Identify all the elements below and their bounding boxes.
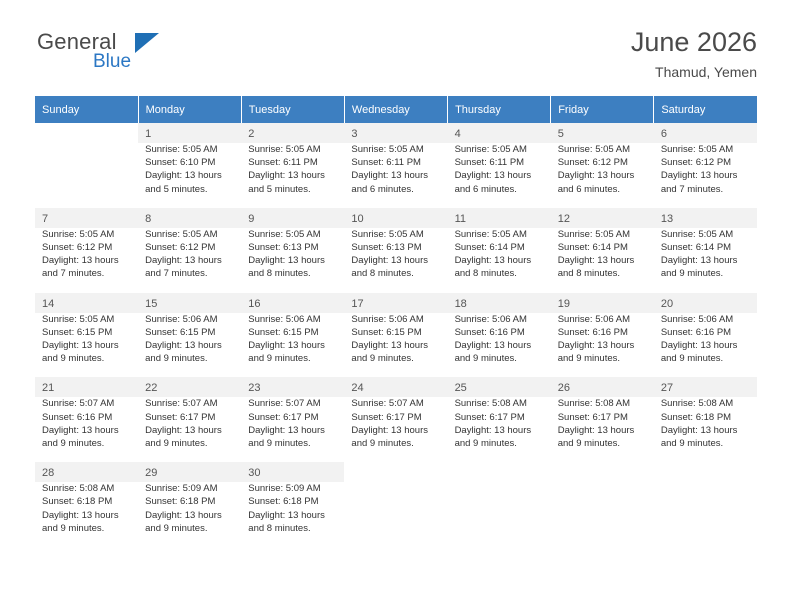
day-details <box>138 397 241 454</box>
day-details <box>241 313 344 370</box>
day-detail-line: Sunset: 6:17 PM <box>248 411 319 423</box>
day-detail-line: Sunrise: 5:05 AM <box>42 228 115 240</box>
day-detail-line: Daylight: 13 hours <box>145 255 222 267</box>
week-spacer-row <box>35 370 757 378</box>
day-number: 10 <box>351 212 364 225</box>
day-number: 6 <box>660 128 667 140</box>
day-number: 28 <box>42 467 55 480</box>
day-detail-line: Daylight: 13 hours <box>454 424 532 436</box>
day-detail-line: Sunset: 6:14 PM <box>557 242 628 254</box>
day-detail-line: Daylight: 13 hours <box>351 170 428 182</box>
logo[interactable] <box>37 30 277 72</box>
day-detail-line: and 9 minutes. <box>248 438 311 450</box>
day-number: 23 <box>248 382 261 395</box>
day-details <box>448 143 551 200</box>
day-detail-line: Sunset: 6:15 PM <box>248 326 319 338</box>
day-detail-line: Sunrise: 5:06 AM <box>145 313 218 325</box>
day-detail-line: Sunrise: 5:05 AM <box>660 144 734 155</box>
day-detail-line: and 9 minutes. <box>454 438 517 450</box>
day-number: 19 <box>557 297 570 310</box>
weekday-thursday: Thursday <box>448 96 551 123</box>
day-detail-line: and 7 minutes. <box>42 268 105 280</box>
day-detail-line: and 5 minutes. <box>145 183 208 195</box>
day-detail-line: Daylight: 13 hours <box>660 255 738 267</box>
day-detail-line: Sunset: 6:15 PM <box>351 326 422 338</box>
day-number: 18 <box>454 297 467 310</box>
day-detail-line: Daylight: 13 hours <box>248 170 325 182</box>
day-detail-line: Sunrise: 5:05 AM <box>145 144 218 155</box>
day-detail-line: Sunset: 6:11 PM <box>454 157 525 169</box>
day-detail-line: Sunrise: 5:07 AM <box>42 398 115 410</box>
day-detail-line: Sunrise: 5:05 AM <box>351 228 424 240</box>
day-detail-line: and 8 minutes. <box>248 522 311 534</box>
weekday-saturday: Saturday <box>654 96 757 123</box>
calendar-day-cell[interactable] <box>241 123 344 200</box>
day-detail-line: Sunset: 6:17 PM <box>351 411 422 423</box>
day-details <box>654 228 757 285</box>
day-detail-line: Sunset: 6:18 PM <box>248 496 319 508</box>
calendar-day-cell[interactable] <box>35 462 138 539</box>
day-detail-line: Sunset: 6:18 PM <box>42 496 113 508</box>
day-detail-line: Daylight: 13 hours <box>42 424 119 436</box>
calendar-week-row <box>35 377 757 454</box>
day-number: 22 <box>145 382 158 395</box>
calendar-day-cell[interactable] <box>138 293 241 370</box>
day-detail-line: Daylight: 13 hours <box>660 170 738 182</box>
day-detail-line: Sunset: 6:16 PM <box>42 411 113 423</box>
day-details <box>241 143 344 200</box>
day-detail-line: Sunrise: 5:07 AM <box>351 398 424 410</box>
day-details <box>344 228 447 285</box>
day-detail-line: Daylight: 13 hours <box>248 424 325 436</box>
calendar-day-cell[interactable] <box>241 462 344 539</box>
day-detail-line: Sunset: 6:12 PM <box>660 157 732 169</box>
day-detail-line: Daylight: 13 hours <box>145 509 222 521</box>
page-title: June 2026 <box>630 27 757 57</box>
weekday-tuesday: Tuesday <box>241 96 344 123</box>
day-detail-line: Sunrise: 5:05 AM <box>557 228 631 240</box>
day-detail-line: Sunrise: 5:06 AM <box>454 313 527 325</box>
logo-text-general: General <box>37 29 117 54</box>
day-number: 30 <box>248 467 261 480</box>
day-detail-line: Daylight: 13 hours <box>351 255 428 267</box>
day-number: 12 <box>557 212 570 225</box>
day-number: 1 <box>145 128 152 140</box>
day-detail-line: Sunrise: 5:08 AM <box>454 398 527 410</box>
day-detail-line: Sunset: 6:11 PM <box>248 157 318 169</box>
day-detail-line: Daylight: 13 hours <box>557 255 635 267</box>
day-detail-line: Daylight: 13 hours <box>454 170 532 182</box>
week-spacer <box>35 285 757 293</box>
day-detail-line: Sunset: 6:12 PM <box>557 157 628 169</box>
weekday-friday: Friday <box>551 96 654 123</box>
day-number: 26 <box>557 382 570 395</box>
day-details <box>344 313 447 370</box>
calendar-table <box>35 96 757 540</box>
day-detail-line: Sunrise: 5:05 AM <box>42 313 115 325</box>
day-details <box>551 313 654 370</box>
day-details <box>138 143 241 200</box>
day-number: 25 <box>454 382 467 395</box>
calendar-day-cell[interactable] <box>654 208 757 285</box>
day-detail-line: Daylight: 13 hours <box>660 424 738 436</box>
day-number: 8 <box>145 212 152 225</box>
day-detail-line: Sunset: 6:12 PM <box>145 242 216 254</box>
calendar-day-cell[interactable] <box>551 208 654 285</box>
calendar-body <box>35 123 757 540</box>
calendar-day-cell[interactable] <box>138 208 241 285</box>
calendar-day-cell[interactable] <box>138 123 241 200</box>
day-detail-line: Sunrise: 5:06 AM <box>351 313 424 325</box>
day-detail-line: and 9 minutes. <box>145 438 208 450</box>
day-details <box>448 397 551 454</box>
calendar-day-cell[interactable] <box>448 123 551 200</box>
calendar-day-cell[interactable] <box>654 377 757 454</box>
day-detail-line: Sunrise: 5:08 AM <box>557 398 631 410</box>
weekday-wednesday: Wednesday <box>344 96 447 123</box>
day-detail-line: and 9 minutes. <box>42 353 105 365</box>
day-detail-line: and 9 minutes. <box>351 438 414 450</box>
day-details <box>654 143 757 200</box>
day-detail-line: and 8 minutes. <box>248 268 311 280</box>
day-detail-line: Daylight: 13 hours <box>660 340 738 352</box>
calendar-empty-cell <box>344 462 447 539</box>
calendar-day-cell[interactable] <box>241 293 344 370</box>
page-subtitle: Thamud, Yemen <box>655 64 757 80</box>
calendar-day-cell[interactable] <box>448 293 551 370</box>
day-details <box>448 228 551 285</box>
day-number: 20 <box>660 297 674 310</box>
day-detail-line: Sunrise: 5:05 AM <box>454 144 527 155</box>
calendar-day-cell[interactable] <box>241 208 344 285</box>
day-detail-line: and 6 minutes. <box>454 183 517 195</box>
day-detail-line: Sunrise: 5:08 AM <box>660 398 734 410</box>
day-detail-line: Sunrise: 5:05 AM <box>660 228 734 240</box>
day-detail-line: Sunset: 6:14 PM <box>660 242 732 254</box>
title-block <box>631 26 757 82</box>
day-details <box>344 143 447 200</box>
day-detail-line: and 9 minutes. <box>557 438 621 450</box>
day-number: 4 <box>454 128 461 140</box>
week-spacer <box>35 370 757 378</box>
day-detail-line: Sunrise: 5:06 AM <box>557 313 631 325</box>
day-detail-line: and 8 minutes. <box>454 268 517 280</box>
calendar-empty-cell <box>448 462 551 539</box>
day-detail-line: and 8 minutes. <box>351 268 414 280</box>
day-details <box>551 143 654 200</box>
day-detail-line: and 6 minutes. <box>351 183 414 195</box>
day-details <box>551 228 654 285</box>
day-number: 14 <box>42 297 55 310</box>
week-spacer-row <box>35 285 757 293</box>
day-details <box>138 228 241 285</box>
day-detail-line: and 9 minutes. <box>42 522 105 534</box>
day-detail-line: Sunset: 6:17 PM <box>454 411 525 423</box>
day-detail-line: and 9 minutes. <box>145 353 208 365</box>
day-detail-line: Daylight: 13 hours <box>454 255 532 267</box>
day-detail-line: and 9 minutes. <box>660 438 724 450</box>
day-number: 16 <box>248 297 261 310</box>
weekday-monday: Monday <box>138 96 241 123</box>
day-number: 13 <box>660 212 674 225</box>
day-number: 5 <box>557 128 564 140</box>
day-number: 21 <box>42 382 55 395</box>
day-detail-line: Daylight: 13 hours <box>557 340 635 352</box>
calendar-day-cell[interactable] <box>344 377 447 454</box>
week-spacer <box>35 200 757 208</box>
calendar-day-cell[interactable] <box>551 123 654 200</box>
calendar-day-cell[interactable] <box>654 123 757 200</box>
day-detail-line: Sunrise: 5:05 AM <box>454 228 527 240</box>
day-detail-line: Sunset: 6:15 PM <box>145 326 216 338</box>
day-details <box>35 313 138 370</box>
calendar-day-cell[interactable] <box>344 208 447 285</box>
day-detail-line: Sunset: 6:12 PM <box>42 242 113 254</box>
calendar-empty-cell <box>654 462 757 539</box>
day-details <box>448 313 551 370</box>
week-spacer <box>35 455 757 463</box>
day-detail-line: and 9 minutes. <box>145 522 208 534</box>
calendar-day-cell[interactable] <box>448 208 551 285</box>
calendar-day-cell[interactable] <box>35 208 138 285</box>
day-detail-line: Sunrise: 5:07 AM <box>248 398 321 410</box>
day-detail-line: Daylight: 13 hours <box>42 340 119 352</box>
day-detail-line: Sunset: 6:13 PM <box>248 242 319 254</box>
day-detail-line: Sunset: 6:13 PM <box>351 242 422 254</box>
day-detail-line: and 7 minutes. <box>145 268 208 280</box>
day-detail-line: Daylight: 13 hours <box>42 509 119 521</box>
day-details <box>35 228 138 285</box>
day-detail-line: Sunset: 6:16 PM <box>660 326 732 338</box>
weekday-sunday: Sunday <box>35 96 138 123</box>
day-detail-line: Daylight: 13 hours <box>248 255 325 267</box>
logo-text-blue: Blue <box>93 51 132 72</box>
day-detail-line: and 5 minutes. <box>248 183 311 195</box>
day-detail-line: Daylight: 13 hours <box>145 424 222 436</box>
day-detail-line: and 6 minutes. <box>557 183 621 195</box>
day-number: 11 <box>454 212 466 225</box>
week-spacer-row <box>35 455 757 463</box>
calendar-week-row <box>35 123 757 200</box>
calendar-empty-cell <box>35 123 138 200</box>
day-detail-line: and 9 minutes. <box>660 353 724 365</box>
day-number: 27 <box>660 382 674 395</box>
weekday-header-row <box>35 96 757 123</box>
calendar-day-cell[interactable] <box>551 293 654 370</box>
day-detail-line: and 9 minutes. <box>42 438 105 450</box>
day-details <box>138 313 241 370</box>
day-detail-line: Sunrise: 5:05 AM <box>557 144 631 155</box>
day-detail-line: Daylight: 13 hours <box>145 170 222 182</box>
day-detail-line: and 9 minutes. <box>557 353 621 365</box>
day-detail-line: and 9 minutes. <box>660 268 724 280</box>
day-number: 9 <box>248 212 255 225</box>
day-detail-line: Daylight: 13 hours <box>351 340 428 352</box>
day-detail-line: Sunrise: 5:06 AM <box>660 313 734 325</box>
day-details <box>241 228 344 285</box>
day-details <box>35 397 138 454</box>
day-number: 3 <box>351 128 358 140</box>
day-detail-line: Sunrise: 5:05 AM <box>145 228 218 240</box>
calendar-empty-cell <box>551 462 654 539</box>
calendar-day-cell[interactable] <box>138 462 241 539</box>
day-detail-line: Daylight: 13 hours <box>351 424 428 436</box>
day-number: 15 <box>145 297 158 310</box>
calendar-day-cell[interactable] <box>344 123 447 200</box>
day-detail-line: and 9 minutes. <box>454 353 517 365</box>
day-detail-line: Sunset: 6:16 PM <box>557 326 628 338</box>
calendar-day-cell[interactable] <box>654 293 757 370</box>
day-detail-line: Daylight: 13 hours <box>248 340 325 352</box>
day-number: 17 <box>351 297 364 310</box>
day-detail-line: Daylight: 13 hours <box>557 170 635 182</box>
day-detail-line: Sunset: 6:10 PM <box>145 157 216 169</box>
calendar-day-cell[interactable] <box>35 377 138 454</box>
day-number: 7 <box>42 212 49 225</box>
calendar-day-cell[interactable] <box>138 377 241 454</box>
day-details <box>654 397 757 454</box>
day-detail-line: Daylight: 13 hours <box>42 255 119 267</box>
page-header <box>35 0 757 96</box>
day-details <box>654 313 757 370</box>
calendar-day-cell[interactable] <box>241 377 344 454</box>
day-detail-line: Sunrise: 5:09 AM <box>145 483 218 495</box>
day-detail-line: Sunset: 6:11 PM <box>351 157 421 169</box>
day-details <box>551 397 654 454</box>
day-detail-line: and 9 minutes. <box>248 353 311 365</box>
day-detail-line: Sunrise: 5:06 AM <box>248 313 321 325</box>
day-detail-line: Sunrise: 5:08 AM <box>42 483 115 495</box>
day-number: 24 <box>351 382 364 395</box>
day-details <box>344 397 447 454</box>
calendar-week-row <box>35 208 757 285</box>
day-detail-line: Sunset: 6:18 PM <box>660 411 732 423</box>
day-detail-line: Daylight: 13 hours <box>454 340 532 352</box>
day-detail-line: and 7 minutes. <box>660 183 724 195</box>
calendar-day-cell[interactable] <box>448 377 551 454</box>
day-detail-line: Sunrise: 5:09 AM <box>248 483 321 495</box>
day-detail-line: and 8 minutes. <box>557 268 621 280</box>
day-detail-line: Sunset: 6:17 PM <box>557 411 628 423</box>
day-detail-line: Sunset: 6:16 PM <box>454 326 525 338</box>
day-detail-line: Sunrise: 5:07 AM <box>145 398 218 410</box>
blue-flag-icon <box>135 33 159 53</box>
day-detail-line: Daylight: 13 hours <box>557 424 635 436</box>
day-details <box>241 482 344 539</box>
calendar-week-row <box>35 293 757 370</box>
day-detail-line: Sunrise: 5:05 AM <box>248 144 321 155</box>
day-details <box>241 397 344 454</box>
calendar-day-cell[interactable] <box>551 377 654 454</box>
day-detail-line: Sunset: 6:15 PM <box>42 326 113 338</box>
day-detail-line: Sunrise: 5:05 AM <box>351 144 424 155</box>
day-details <box>35 482 138 539</box>
day-detail-line: Sunset: 6:17 PM <box>145 411 216 423</box>
day-details <box>138 482 241 539</box>
day-detail-line: Sunrise: 5:05 AM <box>248 228 321 240</box>
week-spacer-row <box>35 200 757 208</box>
day-detail-line: Sunset: 6:18 PM <box>145 496 216 508</box>
day-detail-line: Daylight: 13 hours <box>248 509 325 521</box>
day-detail-line: and 9 minutes. <box>351 353 414 365</box>
day-detail-line: Sunset: 6:14 PM <box>454 242 525 254</box>
day-number: 2 <box>248 128 255 140</box>
day-detail-line: Daylight: 13 hours <box>145 340 222 352</box>
calendar-week-row <box>35 462 757 539</box>
calendar-day-cell[interactable] <box>344 293 447 370</box>
calendar-day-cell[interactable] <box>35 293 138 370</box>
day-number: 29 <box>145 467 158 480</box>
